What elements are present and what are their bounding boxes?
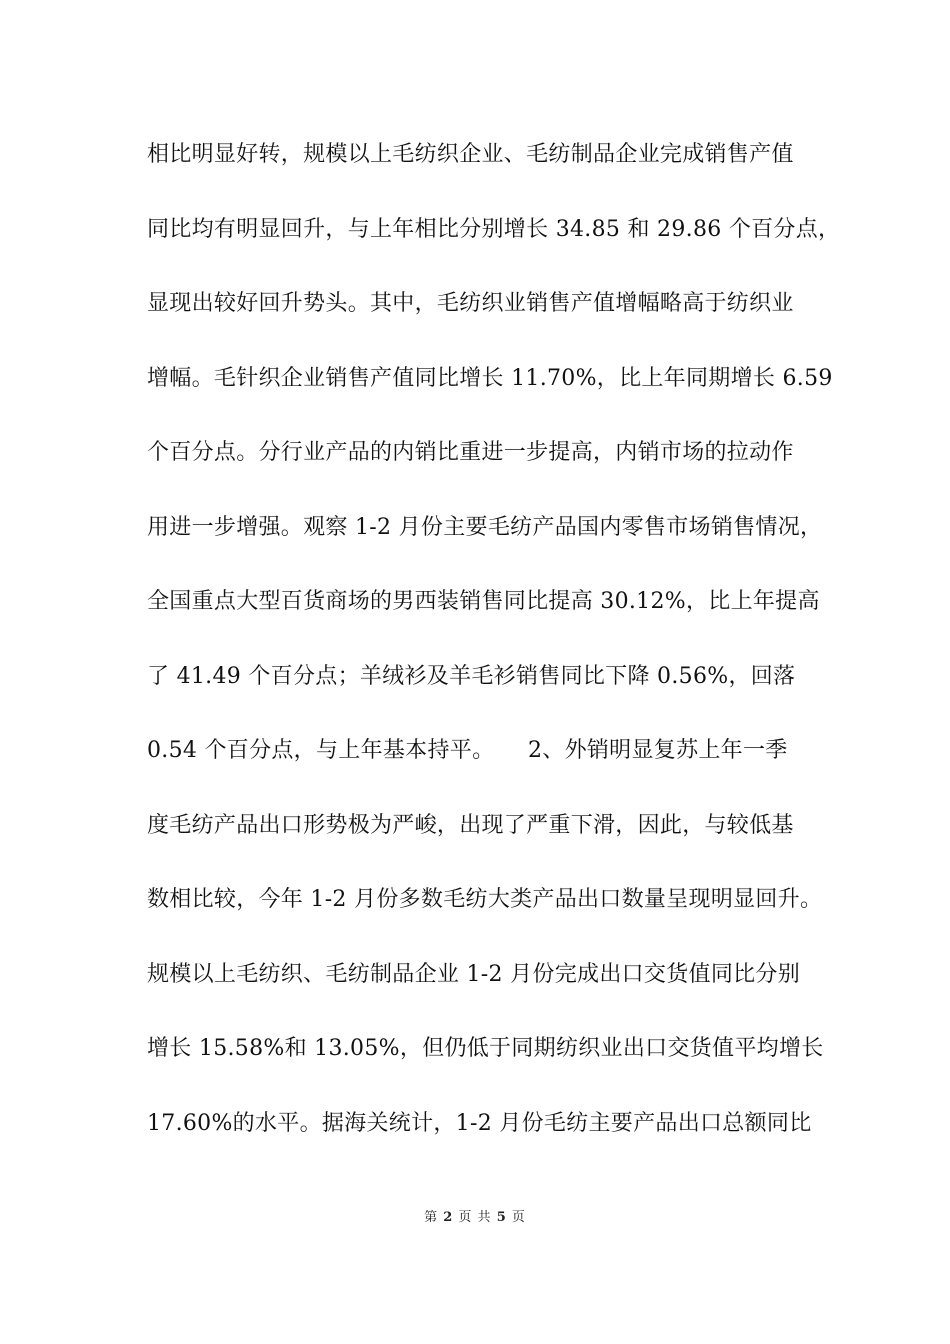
current-page-number: 2	[443, 1210, 454, 1225]
footer-suffix: 页	[511, 1210, 526, 1225]
text-line: 0.54 个百分点，与上年基本持平。 2、外销明显复苏上年一季	[147, 738, 788, 763]
footer-prefix: 第	[424, 1210, 439, 1225]
text-line: 全国重点大型百货商场的男西装销售同比提高 30.12%，比上年提高	[147, 589, 820, 614]
text-line: 用进一步增强。观察 1-2 月份主要毛纺产品国内零售市场销售情况，	[147, 514, 823, 540]
text-line: 度毛纺产品出口形势极为严峻，出现了严重下滑，因此，与较低基	[147, 812, 794, 838]
total-page-number: 5	[496, 1210, 507, 1225]
text-line: 规模以上毛纺织、毛纺制品企业 1-2 月份完成出口交货值同比分别	[147, 961, 801, 987]
text-line: 显现出较好回升势头。其中，毛纺织业销售产值增幅略高于纺织业	[147, 291, 794, 316]
text-line: 个百分点。分行业产品的内销比重进一步提高，内销市场的拉动作	[147, 440, 794, 465]
text-line: 同比均有明显回升，与上年相比分别增长 34.85 和 29.86 个百分点，	[147, 216, 841, 242]
page-footer	[0, 1208, 950, 1228]
text-line: 增长 15.58%和 13.05%，但仍低于同期纺织业出口交货值平均增长	[147, 1036, 824, 1061]
text-line: 数相比较，今年 1-2 月份多数毛纺大类产品出口数量呈现明显回升。	[147, 887, 823, 912]
text-line: 增幅。毛针织企业销售产值同比增长 11.70%，比上年同期增长 6.59	[147, 365, 833, 391]
body-text	[147, 132, 841, 1175]
text-line: 17.60%的水平。据海关统计，1-2 月份毛纺主要产品出口总额同比	[147, 1110, 812, 1136]
text-line: 了 41.49 个百分点；羊绒衫及羊毛衫销售同比下降 0.56%，回落	[147, 663, 796, 689]
text-line: 相比明显好转，规模以上毛纺织企业、毛纺制品企业完成销售产值	[147, 142, 794, 167]
footer-middle: 页 共	[458, 1210, 492, 1225]
